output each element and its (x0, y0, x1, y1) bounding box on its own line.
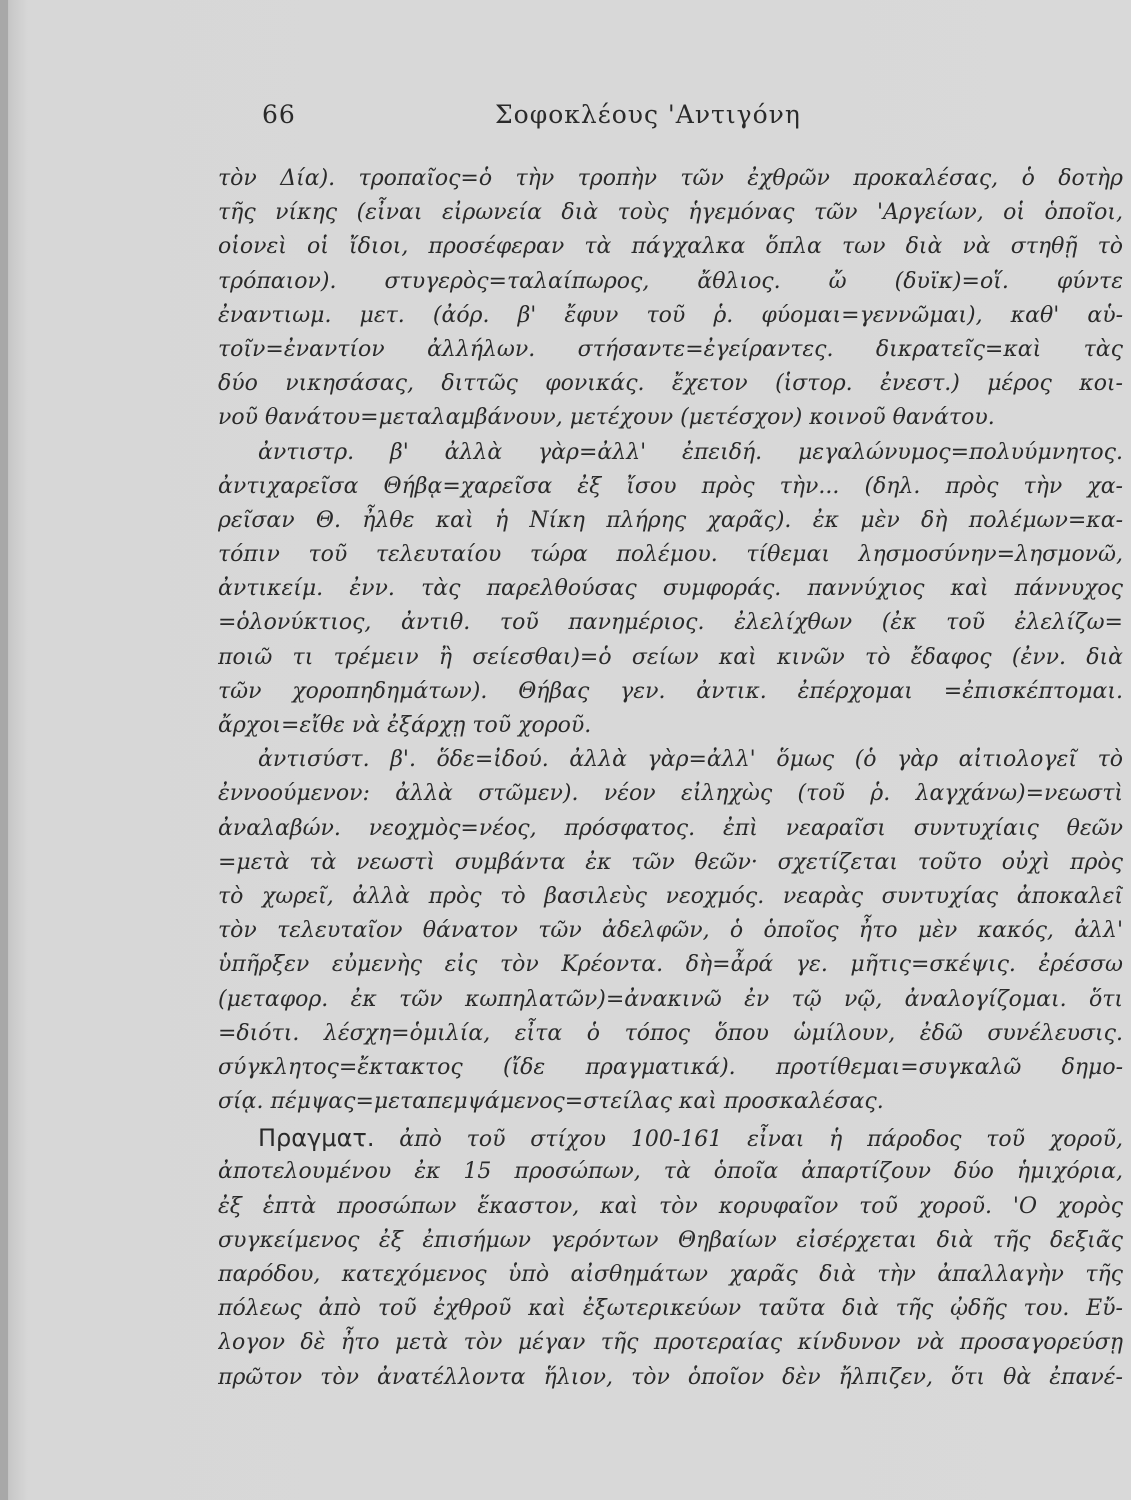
page-number: 66 (262, 100, 296, 129)
text-line: ἐναντιωμ. μετ. (ἀόρ. β' ἔφυν τοῦ ῥ. φύομαι=γεννῶμαι), καθ' αὑ- (218, 302, 1123, 328)
text-line: ἀποτελουμένου ἐκ 15 προσώπων, τὰ ὁποῖα ἀπαρτίζουν δύο ἡμιχόρια, (218, 1159, 1123, 1185)
text-line: συγκείμενος ἐξ ἐπισήμων γερόντων Θηβαίων εἰσέρχεται διὰ τῆς δεξιᾶς (218, 1227, 1123, 1253)
text-line: πρῶτον τὸν ἀνατέλλοντα ἥλιον, τὸν ὁποῖον δὲν ἤλπιζεν, ὅτι θὰ ἐπανέ- (218, 1364, 1123, 1390)
text-line: ἀντιστρ. β' ἀλλὰ γὰρ=ἀλλ' ἐπειδή. μεγαλώνυμος=πολυύμνητος. (258, 439, 1123, 465)
text-line: πόλεως ἀπὸ τοῦ ἐχθροῦ καὶ ἐξωτερικεύων ταῦτα διὰ τῆς ᾠδῆς του. Εὔ- (218, 1296, 1123, 1322)
text-line: λογον δὲ ἦτο μετὰ τὸν μέγαν τῆς προτεραίας κίνδυνον νὰ προσαγορεύσῃ (218, 1330, 1123, 1356)
text-line: τῶν χοροπηδημάτων). Θήβας γεν. ἀντικ. ἐπέρχομαι =ἐπισκέπτομαι. (218, 678, 1123, 704)
text-line: τῆς νίκης (εἶναι εἰρωνεία διὰ τοὺς ἡγεμόνας τῶν 'Αργείων, οἱ ὁποῖοι, (218, 200, 1123, 226)
text-line: ἐξ ἑπτὰ προσώπων ἕκαστον, καὶ τὸν κορυφαῖον τοῦ χοροῦ. 'Ο χορὸς (218, 1193, 1123, 1219)
pragmat-first-line (218, 1121, 1123, 1155)
running-title: Σοφοκλέους 'Αντιγόνη (495, 100, 801, 129)
text-line: παρόδου, κατεχόμενος ὑπὸ αἰσθημάτων χαρᾶς διὰ τὴν ἀπαλλαγὴν τῆς (218, 1262, 1123, 1287)
commentary-text (218, 162, 1123, 1395)
text-line: τοῖν=ἐναντίον ἀλλήλων. στήσαντε=ἐγείραντες. δικρατεῖς=καὶ τὰς (218, 336, 1123, 362)
text-line: δύο νικησάσας, διττῶς φονικάς. ἔχετον (ἱστορ. ἐνεστ.) μέρος κοι- (218, 371, 1123, 397)
section-label: Πραγματ. (258, 1124, 375, 1153)
text-line: ἀντικείμ. ἐνν. τὰς παρελθούσας συμφοράς. παννύχιος καὶ πάννυχος (218, 576, 1123, 602)
text-line: ἄρχοι=εἴθε νὰ ἐξάρχῃ τοῦ χοροῦ. (218, 713, 592, 738)
pragmat-first-line-text: ἀπὸ τοῦ στίχου 100-161 εἶναι ἡ πάροδος τοῦ χοροῦ, (399, 1127, 1123, 1153)
text-line: σύγκλητος=ἔκτακτος (ἴδε πραγματικά). προτίθεμαι=συγκαλῶ δημο- (218, 1054, 1123, 1080)
text-line: =διότι. λέσχη=ὁμιλία, εἶτα ὁ τόπος ὅπου ὡμίλουν, ἐδῶ συνέλευσις. (218, 1020, 1123, 1046)
text-line: ἀντιχαρεῖσα Θήβᾳ=χαρεῖσα ἐξ ἴσου πρὸς τὴν... (δηλ. πρὸς τὴν χα- (218, 473, 1123, 499)
text-line: σίᾳ. πέμψας=μεταπεμψάμενος=στείλας καὶ προσκαλέσας. (218, 1089, 884, 1115)
text-line: ὑπῆρξεν εὐμενὴς εἰς τὸν Κρέοντα. δὴ=ἆρά γε. μῆτις=σκέψις. ἐρέσσω (218, 952, 1123, 978)
text-line: ἐννοούμενον: ἀλλὰ στῶμεν). νέον εἰληχὼς (τοῦ ῥ. λαγχάνω)=νεωστὶ (218, 781, 1123, 807)
text-line: τὸν Δία). τροπαῖος=ὁ τὴν τροπὴν τῶν ἐχθρῶν προκαλέσας, ὁ δοτὴρ (218, 166, 1123, 191)
text-line: τὸν τελευταῖον θάνατον τῶν ἀδελφῶν, ὁ ὁποῖος ἦτο μὲν κακός, ἀλλ' (218, 918, 1123, 944)
text-line: τὸ χωρεῖ, ἀλλὰ πρὸς τὸ βασιλεὺς νεοχμός. νεαρὰς συντυχίας ἀποκαλεῖ (218, 883, 1123, 909)
text-line: (μεταφορ. ἐκ τῶν κωπηλατῶν)=ἀνακινῶ ἐν τῷ νῷ, ἀναλογίζομαι. ὅτι (218, 986, 1123, 1012)
text-line: τόπιν τοῦ τελευταίου τώρα πολέμου. τίθεμαι λησμοσύνην=λησμονῶ, (218, 542, 1123, 568)
text-line: ποιῶ τι τρέμειν ἢ σείεσθαι)=ὁ σείων καὶ κινῶν τὸ ἔδαφος (ἐνν. διὰ (218, 644, 1123, 670)
text-line: νοῦ θανάτου=μεταλαμβάνουν, μετέχουν (μετέσχον) κοινοῦ θανάτου. (218, 405, 995, 431)
text-line: ἀναλαβών. νεοχμὸς=νέος, πρόσφατος. ἐπὶ νεαραῖσι συντυχίαις θεῶν (218, 815, 1123, 841)
page-header (0, 100, 1131, 140)
text-line: =μετὰ τὰ νεωστὶ συμβάντα ἐκ τῶν θεῶν· σχετίζεται τοῦτο οὐχὶ πρὸς (218, 849, 1123, 875)
text-line: τρόπαιον). στυγερὸς=ταλαίπωρος, ἄθλιος. ὤ (δυϊκ)=οἵ. φύντε (218, 268, 1123, 294)
text-line: =ὁλονύκτιος, ἀντιθ. τοῦ πανημέριος. ἐλελίχθων (ἐκ τοῦ ἐλελίζω= (218, 610, 1123, 636)
binding-shadow (0, 0, 8, 1500)
text-line: ρεῖσαν Θ. ἦλθε καὶ ἡ Νίκη πλήρης χαρᾶς). ἐκ μὲν δὴ πολέμων=κα- (218, 507, 1123, 533)
text-line: ἀντισύστ. β'. ὅδε=ἰδού. ἀλλὰ γὰρ=ἀλλ' ὅμως (ὁ γὰρ αἰτιολογεῖ τὸ (258, 747, 1123, 773)
text-line: οἱονεὶ οἱ ἴδιοι, προσέφεραν τὰ πάγχαλκα ὅπλα των διὰ νὰ στηθῇ τὸ (218, 234, 1123, 260)
